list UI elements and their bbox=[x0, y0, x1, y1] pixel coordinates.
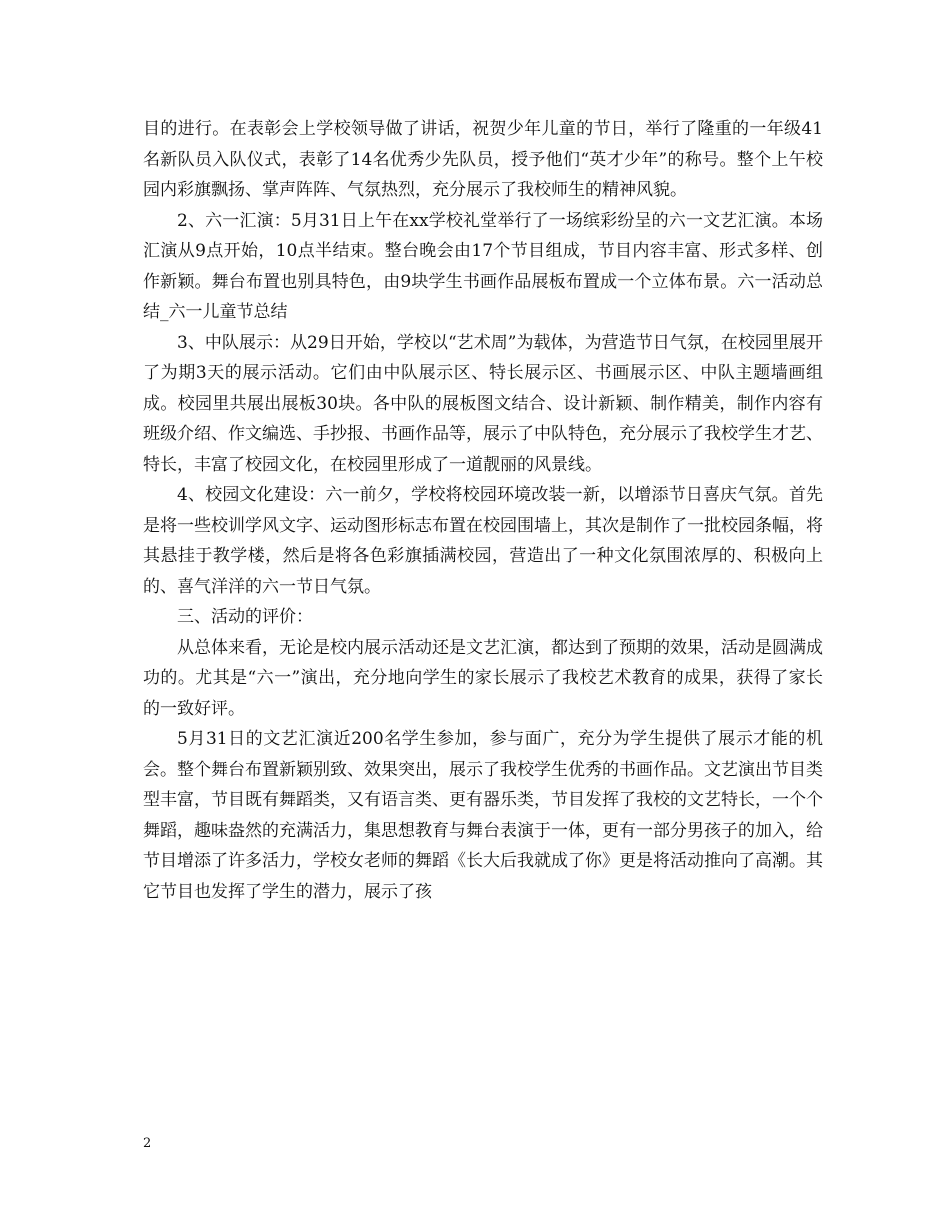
paragraph-performance: 2、六一汇演：5月31日上午在xx学校礼堂举行了一场缤彩纷呈的六一文艺汇演。本场汇演从9点开始，10点半结束。整台晚会由17个节目组成，节目内容丰富、形式多样、创作新颖。舞台布置也别具特色，由9块学生书画作品展板布置成一个立体布景。六一活动总结_六一儿童节总结 bbox=[143, 210, 823, 322]
section-heading-evaluation: 三、活动的评价： bbox=[177, 607, 313, 627]
document-body bbox=[143, 114, 823, 907]
paragraph-overall-evaluation: 从总体来看，无论是校内展示活动还是文艺汇演，都达到了预期的效果，活动是圆满成功的。尤其是“六一”演出，充分地向学生的家长展示了我校艺术教育的成果，获得了家长的一致好评。 bbox=[143, 637, 823, 719]
paragraph-squad-display: 3、中队展示：从29日开始，学校以“艺术周”为载体，为营造节日气氛，在校园里展开了为期3天的展示活动。它们由中队展示区、特长展示区、书画展示区、中队主题墙画组成。校园里共展出展板30块。各中队的展板图文结合、设计新颖、制作精美，制作内容有班级介绍、作文编选、手抄报、书画作品等，展示了中队特色，充分展示了我校学生才艺、特长，丰富了校园文化，在校园里形成了一道靓丽的风景线。 bbox=[143, 332, 823, 475]
paragraph-campus-culture: 4、校园文化建设：六一前夕，学校将校园环境改装一新，以增添节日喜庆气氛。首先是将一些校训学风文字、运动图形标志布置在校园围墙上，其次是制作了一批校园条幅，将其悬挂于教学楼，然后是将各色彩旗插满校园，营造出了一种文化氛围浓厚的、积极向上的、喜气洋洋的六一节日气氛。 bbox=[143, 485, 823, 597]
paragraph-award-ceremony: 目的进行。在表彰会上学校领导做了讲话，祝贺少年儿童的节日，举行了隆重的一年级41名新队员入队仪式，表彰了14名优秀少先队员，授予他们“英才少年”的称号。整个上午校园内彩旗飘扬、掌声阵阵、气氛热烈，充分展示了我校师生的精神风貌。 bbox=[143, 119, 823, 200]
paragraph-show-evaluation: 5月31日的文艺汇演近200名学生参加，参与面广，充分为学生提供了展示才能的机会。整个舞台布置新颖别致、效果突出，展示了我校学生优秀的书画作品。文艺演出节目类型丰富，节目既有舞蹈类，又有语言类、更有器乐类，节目发挥了我校的文艺特长，一个个舞蹈，趣味盎然的充满活力，集思想教育与舞台表演于一体，更有一部分男孩子的加入，给节目增添了许多活力，学校女老师的舞蹈《长大后我就成了你》更是将活动推向了高潮。其它节目也发挥了学生的潜力，展示了孩 bbox=[143, 729, 823, 902]
page-number: 2 bbox=[143, 1136, 152, 1151]
